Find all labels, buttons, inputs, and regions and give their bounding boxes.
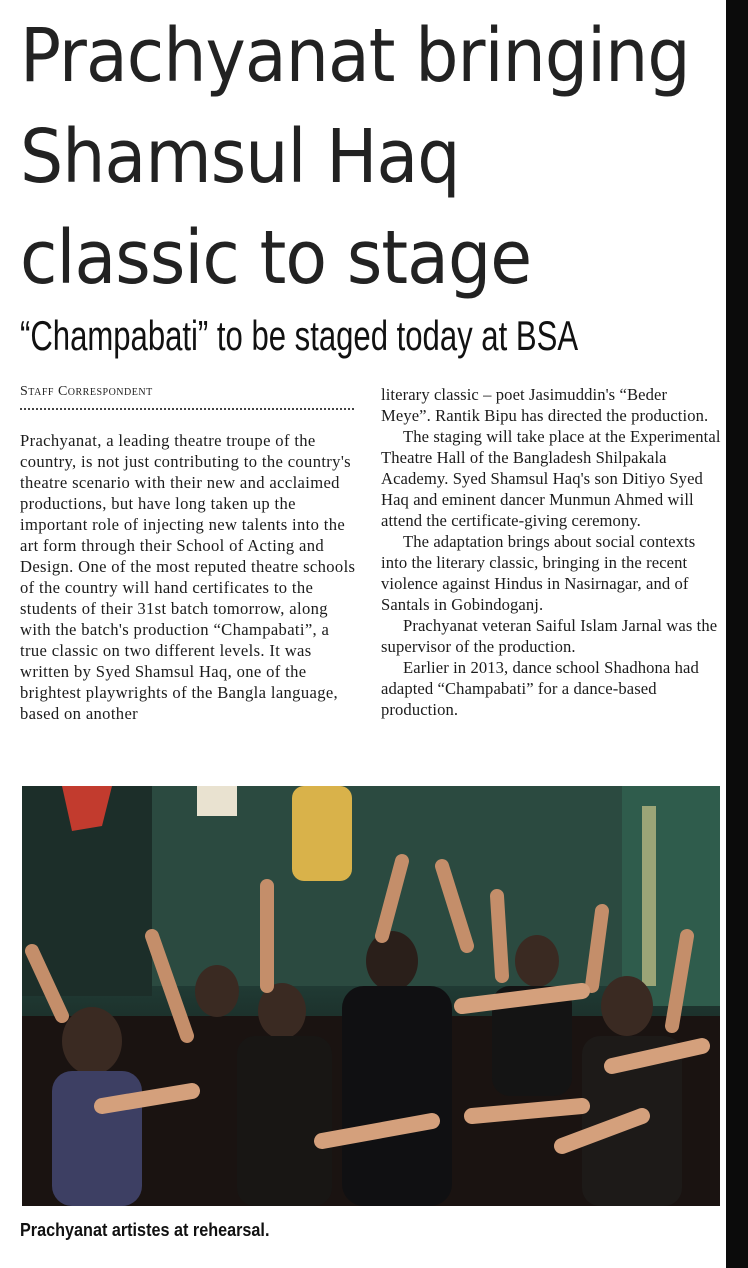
wall-light — [622, 786, 720, 1006]
poster-prop — [197, 786, 237, 816]
torso — [52, 1071, 142, 1206]
headline-line-2: Shamsul Haq — [20, 114, 460, 200]
subheadline: “Champabati” to be staged today at BSA — [20, 312, 579, 359]
right-paragraph-1: literary classic – poet Jasimuddin's “Beder Meye”. Rantik Bipu has directed the production. — [381, 385, 709, 425]
byline-divider — [20, 408, 354, 410]
right-paragraph-2: The staging will take place at the Experimental Theatre Hall of the Bangladesh Shilpakala Academy. Syed Shamsul Haq's son Ditiyo Syed Haq and eminent dancer Munmun Ahmed will attend the certificate-giving ceremony. — [381, 427, 721, 530]
performer-head — [62, 1007, 122, 1075]
arm — [592, 911, 602, 986]
rehearsal-photo-illustration — [22, 786, 720, 1206]
arm — [497, 896, 502, 976]
headline-line-3: classic to stage — [20, 215, 532, 301]
mask-prop — [292, 786, 352, 881]
torso — [342, 986, 452, 1206]
left-column-text: Prachyanat, a leading theatre troupe of the country, is not just contributing to the country's theatre scenario with their new and acclaimed productions, but have long taken up the important role of injecting new talents into the art form through their School of Acting and Design. One of the most reputed theatre schools of the country will hand certificates to the students of their 31st batch tomorrow, along with the batch's production “Champabati”, a true classic on two different levels. It was written by Syed Shamsul Haq, one of the brightest playwrights of the Bangla language, based on another — [20, 431, 356, 723]
headline-line-1: Prachyanat bringing — [20, 13, 690, 99]
article-column-left — [20, 430, 360, 724]
photo-caption: Prachyanat artistes at rehearsal. — [20, 1220, 270, 1240]
performer-head — [515, 935, 559, 987]
light-stripe — [642, 806, 656, 986]
headline — [20, 6, 690, 309]
rehearsal-photo — [22, 786, 720, 1206]
right-paragraph-5: Earlier in 2013, dance school Shadhona had adapted “Champabati” for a dance-based production. — [381, 658, 699, 719]
page-edge-shadow — [726, 0, 748, 1268]
article-column-right — [381, 384, 721, 720]
performer-head — [195, 965, 239, 1017]
right-paragraph-3: The adaptation brings about social contexts into the literary classic, bringing in the recent violence against Hindus in Nasirnagar, and of Santals in Gobindoganj. — [381, 532, 696, 614]
arm — [472, 1106, 582, 1116]
right-paragraph-4: Prachyanat veteran Saiful Islam Jarnal was the supervisor of the production. — [381, 616, 718, 656]
performer-head — [366, 931, 418, 991]
performer-head — [601, 976, 653, 1036]
byline: Staff Correspondent — [20, 384, 153, 399]
torso — [237, 1036, 332, 1206]
